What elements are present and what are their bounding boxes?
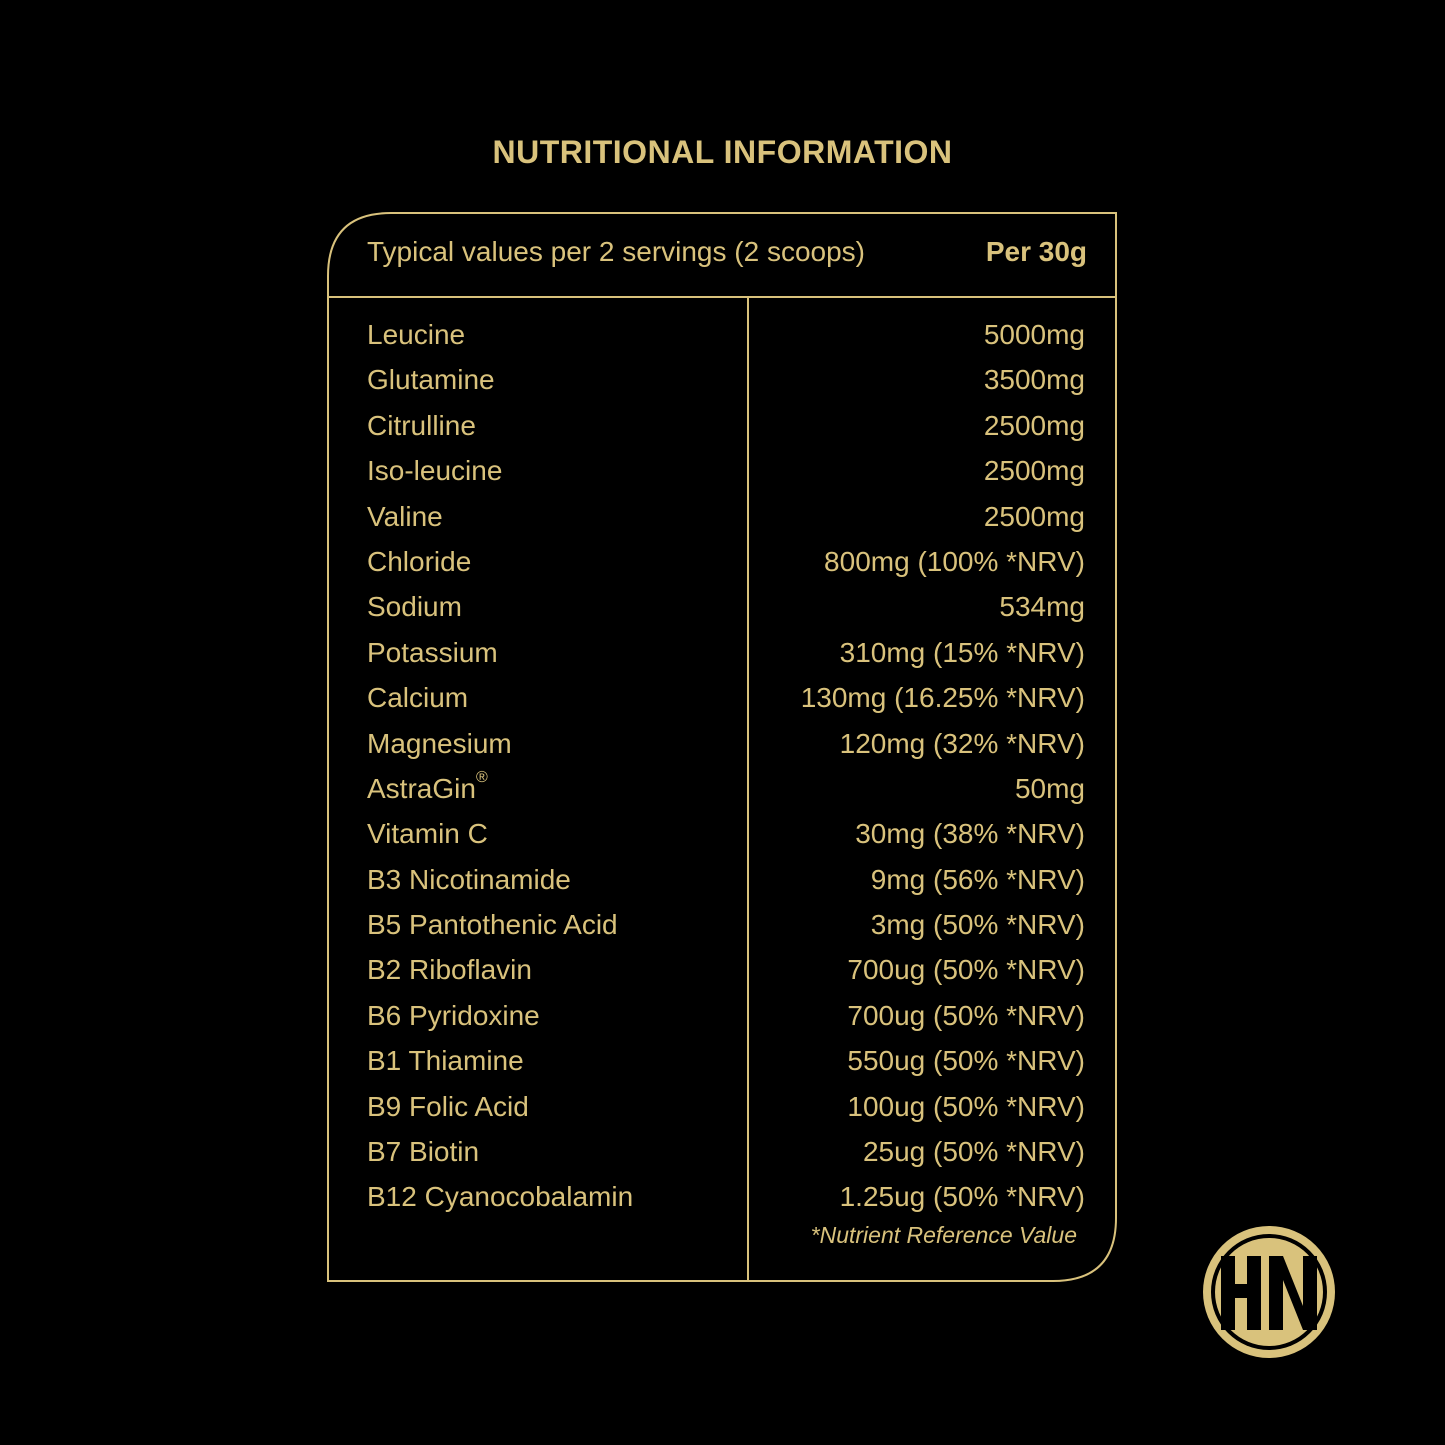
table-header-serving: Per 30g: [985, 236, 1087, 267]
nutrient-name-text: Glutamine: [367, 364, 495, 396]
nutrient-value: 5000mg: [983, 319, 1085, 350]
nutrient-name-text: Magnesium: [367, 727, 512, 759]
nutrient-name-text: B7 Biotin: [367, 1136, 480, 1168]
nutrient-value: 700ug (50% *NRV): [847, 954, 1085, 986]
table-row: [0, 769, 1445, 814]
nutrient-name-text: B3 Nicotinamide: [367, 863, 571, 895]
nutrient-value: 2500mg: [983, 409, 1085, 441]
nutrient-name: [367, 728, 512, 760]
nutrient-name-text: B9 Folic Acid: [367, 1090, 529, 1122]
table-row: [0, 1132, 1445, 1177]
nutrient-name-text: B2 Riboflavin: [367, 954, 532, 986]
nutrient-value: 700ug (50% *NRV): [847, 999, 1085, 1031]
footnote: *Nutrient Reference Value: [810, 1222, 1077, 1248]
nutrient-name: [367, 637, 498, 669]
nutrient-value: 800mg (100% *NRV): [824, 545, 1085, 577]
nutrient-value: 3500mg: [983, 364, 1085, 396]
nutrient-name: [367, 410, 476, 442]
nutrient-name-text: Citrulline: [367, 409, 476, 441]
nutrient-name-text: Valine: [367, 500, 443, 532]
nutrient-value: 50mg: [1014, 772, 1085, 804]
registered-mark: ®: [475, 768, 488, 786]
nutrient-name-text: Iso-leucine: [367, 455, 503, 487]
page-title: NUTRITIONAL INFORMATION: [492, 134, 953, 170]
nutrient-value: 30mg (38% *NRV): [855, 818, 1085, 850]
nutrient-name: [367, 364, 495, 396]
nutrient-value: 534mg: [999, 591, 1085, 623]
nutrient-name-text: Chloride: [367, 545, 472, 577]
nutrient-value: 130mg (16.25% *NRV): [800, 682, 1085, 714]
nutrient-name: [367, 909, 618, 941]
nutrient-name: [367, 682, 468, 714]
table-row: [0, 542, 1445, 587]
table-row: [0, 497, 1445, 542]
nutrient-value: 9mg (56% *NRV): [870, 863, 1085, 895]
table-row: [0, 905, 1445, 950]
table-row: [0, 1041, 1445, 1086]
nutrient-name-text: B5 Pantothenic Acid: [367, 909, 618, 941]
nutrient-value: 100ug (50% *NRV): [847, 1090, 1085, 1122]
nutrient-name-text: Leucine: [367, 319, 466, 350]
nutrient-name: [367, 546, 471, 578]
nutrient-name-text: B12 Cyanocobalamin: [367, 1181, 634, 1213]
table-row: [0, 633, 1445, 678]
table-row: [0, 860, 1445, 905]
nutrient-name: [367, 954, 532, 986]
table-header-label: Typical values per 2 servings (2 scoops): [367, 236, 865, 267]
nutrient-name-text: B1 Thiamine: [367, 1045, 524, 1077]
table-row: [0, 950, 1445, 995]
nutrient-name: [367, 1045, 524, 1077]
nutrient-name: [367, 1000, 540, 1032]
nutrient-value: 550ug (50% *NRV): [847, 1045, 1085, 1077]
nutrient-name: [367, 1136, 479, 1168]
table-row: [0, 1087, 1445, 1132]
nutrient-name: [367, 864, 571, 896]
table-row: [0, 678, 1445, 723]
nutrient-name: [367, 818, 488, 850]
nutrient-name-text: Sodium: [367, 591, 462, 623]
nutrient-list: [0, 315, 1445, 1223]
nutrient-value: 310mg (15% *NRV): [839, 636, 1085, 668]
table-row: [0, 315, 1445, 360]
nutrient-name-text: Vitamin C: [367, 818, 488, 850]
nutrient-name-text: Calcium: [367, 682, 469, 714]
nutrient-value: 2500mg: [983, 455, 1085, 487]
table-row: [0, 814, 1445, 859]
nutrient-name: [367, 1091, 529, 1123]
nutrient-name-text: AstraGin: [367, 772, 476, 804]
nutrient-name-text: Potassium: [367, 636, 498, 668]
nutrient-name: [367, 1181, 633, 1213]
nutrient-name: [367, 501, 443, 533]
nutrient-value: 1.25ug (50% *NRV): [839, 1181, 1085, 1213]
table-row: [0, 406, 1445, 451]
nutrient-value: 2500mg: [983, 500, 1085, 532]
table-row: [0, 1177, 1445, 1222]
table-row: [0, 587, 1445, 632]
nutrient-value: 3mg (50% *NRV): [870, 909, 1085, 941]
table-row: [0, 451, 1445, 496]
nutrient-name-text: B6 Pyridoxine: [367, 999, 540, 1031]
nutrient-name: [367, 319, 465, 351]
nutrient-value: 120mg (32% *NRV): [839, 727, 1085, 759]
nutrient-name: [367, 455, 502, 487]
hn-logo-icon: [1199, 1222, 1339, 1362]
table-row: [0, 724, 1445, 769]
table-row: [0, 996, 1445, 1041]
nutrient-name: [367, 591, 462, 623]
nutrient-name: [367, 768, 488, 805]
nutrient-value: 25ug (50% *NRV): [862, 1136, 1085, 1168]
table-row: [0, 360, 1445, 405]
